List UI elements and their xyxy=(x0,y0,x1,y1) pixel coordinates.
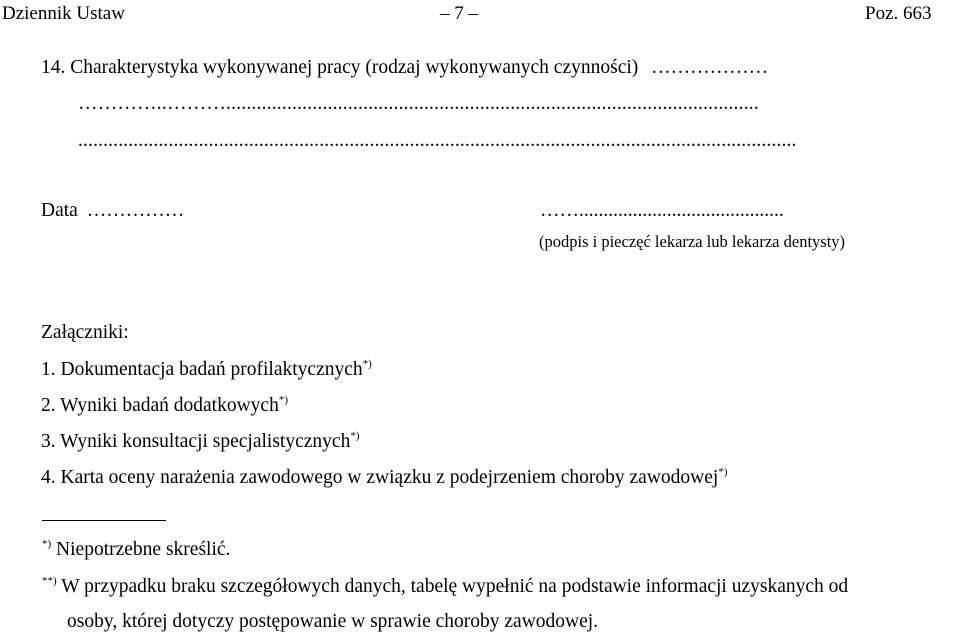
header-journal-title: Dziennik Ustaw xyxy=(2,3,125,24)
attachment-item-1-mark: *) xyxy=(362,358,372,370)
footnote-1-text: Niepotrzebne skreślić. xyxy=(56,539,231,560)
date-label: Data xyxy=(41,200,78,221)
section-14-line-2: …………..………......................................................................................................... xyxy=(78,93,759,114)
attachment-item-3-mark: *) xyxy=(350,430,360,442)
date-dots: …………… xyxy=(86,200,185,221)
attachment-item-3 xyxy=(41,432,360,452)
footnote-1-mark: *) xyxy=(42,538,52,550)
attachment-item-1-text: 1. Dokumentacja badań profilaktycznych xyxy=(41,359,363,380)
attachment-item-4-mark: *) xyxy=(718,466,728,478)
footnote-1 xyxy=(42,540,230,560)
attachment-item-2 xyxy=(41,396,288,416)
section-14-heading xyxy=(41,58,768,78)
attachment-item-1 xyxy=(41,360,372,380)
footnote-2 xyxy=(42,577,848,597)
signature-dots: …….......................................... xyxy=(540,200,784,221)
attachment-item-2-text: 2. Wyniki badań dodatkowych xyxy=(41,395,279,416)
date-field xyxy=(41,201,184,221)
section-14-label: 14. Charakterystyka wykonywanej pracy (rodzaj wykonywanych czynności) xyxy=(41,57,639,78)
footnote-2-text: W przypadku braku szczegółowych danych, tabelę wypełnić na podstawie informacji uzyskanych od xyxy=(61,576,849,597)
header-page-number: – 7 – xyxy=(440,3,478,24)
footnote-2-mark: **) xyxy=(42,575,57,587)
footnote-2-continuation: osoby, której dotyczy postępowanie w sprawie choroby zawodowej. xyxy=(67,611,599,632)
header-position: Poz. 663 xyxy=(865,3,932,24)
attachments-title: Załączniki: xyxy=(41,322,129,343)
footnote-separator xyxy=(42,520,166,521)
attachment-item-4-text: 4. Karta oceny narażenia zawodowego w związku z podejrzeniem choroby zawodowej xyxy=(41,467,719,488)
attachment-item-3-text: 3. Wyniki konsultacji specjalistycznych xyxy=(41,431,351,452)
signature-caption: (podpis i pieczęć lekarza lub lekarza dentysty) xyxy=(539,232,846,251)
section-14-line-3: ............................................................................................................................................... xyxy=(78,130,797,151)
section-14-dots-inline: ……………… xyxy=(651,57,769,78)
attachment-item-2-mark: *) xyxy=(278,394,289,406)
attachment-item-4 xyxy=(41,468,728,488)
